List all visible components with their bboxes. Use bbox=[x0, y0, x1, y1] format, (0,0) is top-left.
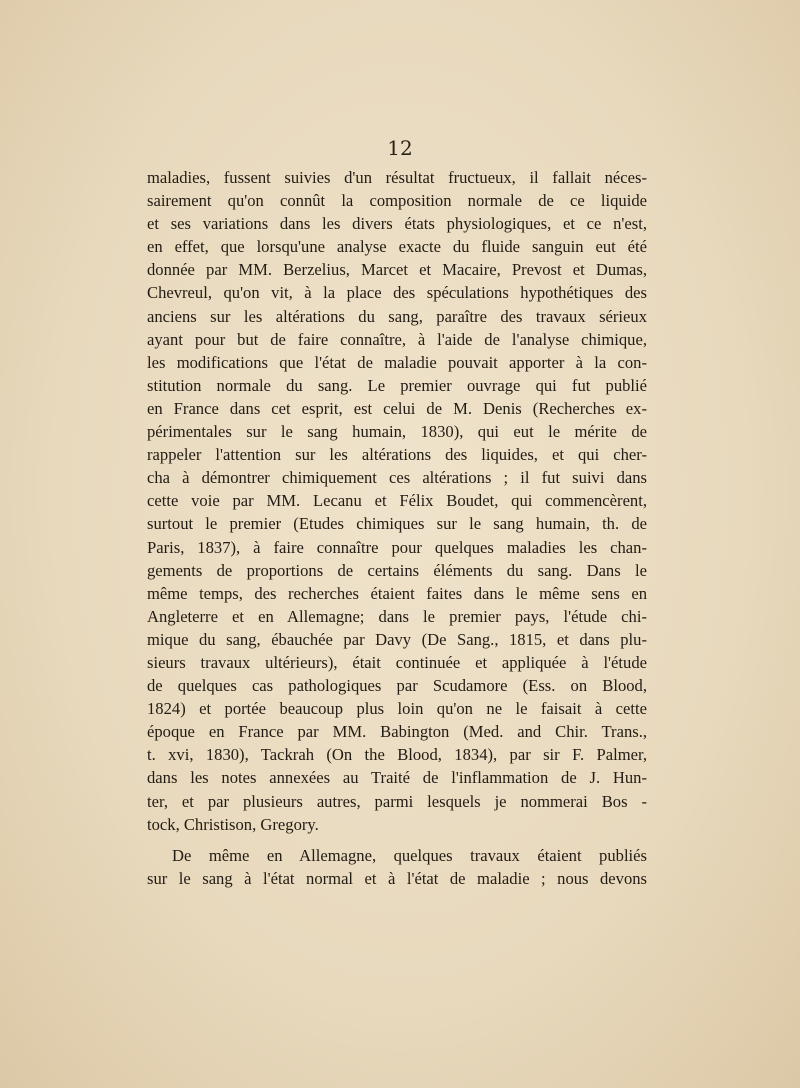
text-line: stitution normale du sang. Le premier ouvrage qui fut publié bbox=[147, 375, 647, 395]
paragraph bbox=[147, 844, 647, 890]
text-line: ayant pour but de faire connaître, à l'aide de l'analyse chimique, bbox=[147, 329, 647, 349]
text-line: cha à démontrer chimiquement ces altérations ; il fut suivi dans bbox=[147, 468, 647, 488]
text-line: Paris, 1837), à faire connaître pour quelques maladies les chan- bbox=[147, 537, 647, 557]
text-line: gements de proportions de certains éléments du sang. Dans le bbox=[147, 560, 647, 580]
text-line: De même en Allemagne, quelques travaux étaient publiés bbox=[172, 845, 647, 865]
text-line: Chevreul, qu'on vit, à la place des spéculations hypothétiques des bbox=[147, 283, 647, 303]
text-line: même temps, des recherches étaient faites dans le même sens en bbox=[147, 583, 647, 603]
text-line: les modifications que l'état de maladie pouvait apporter à la con- bbox=[147, 352, 647, 372]
text-line: et ses variations dans les divers états physiologiques, et ce n'est, bbox=[147, 214, 647, 234]
paragraph bbox=[147, 166, 647, 836]
text-line: Angleterre et en Allemagne; dans le premier pays, l'étude chi- bbox=[147, 606, 647, 626]
text-line: tock, Christison, Gregory. bbox=[147, 814, 319, 834]
text-line: maladies, fussent suivies d'un résultat fructueux, il fallait néces- bbox=[147, 168, 647, 187]
text-line: dans les notes annexées au Traité de l'inflammation de J. Hun- bbox=[147, 768, 647, 788]
text-line: donnée par MM. Berzelius, Marcet et Macaire, Prevost et Dumas, bbox=[147, 260, 647, 280]
text-line: de quelques cas pathologiques par Scudamore (Ess. on Blood, bbox=[147, 676, 647, 696]
text-line: sieurs travaux ultérieurs), était continuée et appliquée à l'étude bbox=[147, 652, 647, 672]
text-line: mique du sang, ébauchée par Davy (De Sang., 1815, et dans plu- bbox=[147, 629, 647, 649]
text-line: rappeler l'attention sur les altérations des liquides, et qui cher- bbox=[147, 445, 647, 465]
text-line: sur le sang à l'état normal et à l'état de maladie ; nous devons bbox=[147, 868, 647, 888]
text-line: périmentales sur le sang humain, 1830), qui eut le mérite de bbox=[147, 422, 647, 442]
body-text bbox=[147, 166, 647, 890]
text-line: époque en France par MM. Babington (Med. and Chir. Trans., bbox=[147, 722, 647, 742]
text-line: anciens sur les altérations du sang, paraître des travaux sérieux bbox=[147, 306, 647, 326]
text-line: 1824) et portée beaucoup plus loin qu'on ne le faisait à cette bbox=[147, 699, 647, 719]
text-line: en France dans cet esprit, est celui de M. Denis (Recherches ex- bbox=[147, 398, 647, 418]
text-line: en effet, que lorsqu'une analyse exacte du fluide sanguin eut été bbox=[147, 237, 647, 257]
text-line: sairement qu'on connût la composition normale de ce liquide bbox=[147, 191, 647, 211]
page-number: 12 bbox=[387, 136, 413, 160]
text-line: surtout le premier (Etudes chimiques sur le sang humain, th. de bbox=[147, 514, 647, 534]
text-line: cette voie par MM. Lecanu et Félix Boudet, qui commencèrent, bbox=[147, 491, 647, 511]
text-line: ter, et par plusieurs autres, parmi lesquels je nommerai Bos - bbox=[147, 791, 647, 811]
text-line: t. xvi, 1830), Tackrah (On the Blood, 1834), par sir F. Palmer, bbox=[147, 745, 647, 765]
